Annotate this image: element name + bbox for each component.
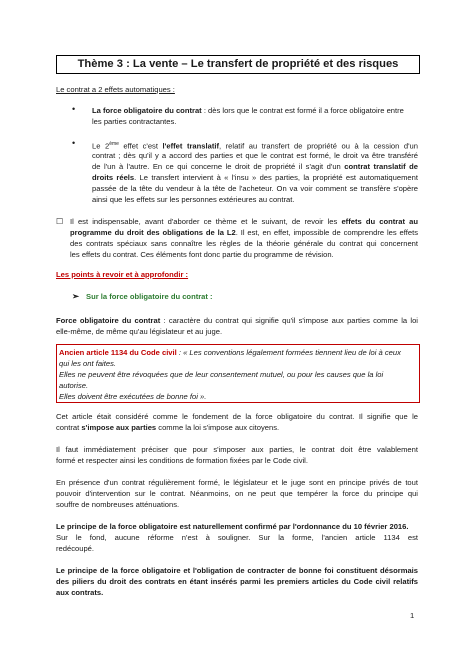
para3-line3: souffre de nombreuses atténuations. <box>56 500 180 509</box>
warning-line2: programme du droit des obligations de la L2. Il est, en effet, impossible de comprendre les effets <box>70 228 418 237</box>
quote-line5: Elles doivent être exécutées de bonne foi ». <box>59 392 207 401</box>
para3-line1: En présence d'un contrat régulièrement formé, le législateur et le juge sont en principe privés de tout <box>56 478 418 487</box>
bullet2-line5: passée de la tête du vendeur à la tête de l'acheteur. On va voir comment se transfère s'opère <box>92 184 418 193</box>
warning-line3: des contrats spéciaux sans connaître les règles de la théorie générale du contrat qui concernent <box>70 239 418 248</box>
para3-line2: pouvoir d'intervention sur le contrat. Néanmoins, on ne peut que tempérer la force du principe qui <box>56 489 418 498</box>
arrow-item-label: Sur la force obligatoire du contrat : <box>86 292 213 301</box>
definition-line1: Force obligatoire du contrat : caractère du contrat qui signifie qu'il s'impose aux parties comme la loi <box>56 316 418 325</box>
para1-line1: Cet article était considéré comme le fondement de la force obligatoire du contrat. Il signifie que le <box>56 412 418 421</box>
arrow-right-icon: ➢ <box>72 291 80 301</box>
bullet2-line2: contrat ; dès qu'il y a accord des parties et que le contrat est formé, le droit va être transféré <box>92 151 418 160</box>
para4-line2: Sur le fond, aucune réforme n'est à souligner. Sur la forme, l'ancien article 1134 est <box>56 533 418 542</box>
definition-line2: elle-même, de même qu'au législateur et au juge. <box>56 327 223 336</box>
para5-line1: Le principe de la force obligatoire et l'obligation de contracter de bonne foi constituent désormais <box>56 566 418 575</box>
bullet2-line6: ainsi que les effets sur les personnes extérieures au contrat. <box>92 195 295 204</box>
bullet2-line1: Le 2ème effet c'est l'effet translatif, relatif au transfert de propriété ou à la cession d'un <box>92 141 418 151</box>
para2-line1: Il faut immédiatement préciser que pour s'imposer aux parties, le contrat doit être valablement <box>56 445 418 454</box>
bullet2-line3: de l'un à l'autre. En ce qui concerne le droit de propriété il s'agit d'un contrat translatif de <box>92 162 418 171</box>
page-title: Thème 3 : La vente – Le transfert de propriété et des risques <box>56 55 420 74</box>
para5-line2: des piliers du droit des contrats en étant insérés parmi les premiers articles du Code civil relatifs <box>56 577 418 586</box>
bullet1-line1: La force obligatoire du contrat : dès lors que le contrat est formé il a force obligatoire entre <box>92 106 404 115</box>
para1-line2: contrat s'impose aux parties comme la loi s'impose aux citoyens. <box>56 423 280 432</box>
quote-line4: autorise. <box>59 381 89 390</box>
quote-line3: Elles ne peuvent être révoquées que de leur consentement mutuel, ou pour les causes que la loi <box>59 370 384 379</box>
bullet1-line2: les parties contractantes. <box>92 117 177 126</box>
warning-icon: ☐ <box>56 217 64 226</box>
review-heading: Les points à revoir et à approfondir : <box>56 270 189 279</box>
intro-text: Le contrat a 2 effets automatiques : <box>56 85 175 94</box>
bullet2-line4: droits réels. Le transfert intervient à « l'insu » des parties, la propriété est automatiquement <box>92 173 418 182</box>
page-number: 1 <box>410 611 415 620</box>
para4-line1: Le principe de la force obligatoire est naturellement confirmé par l'ordonnance du 10 février 2016. <box>56 522 409 531</box>
bullet-dot-icon: • <box>72 138 76 148</box>
warning-line4: les effets du contrat. Ces éléments font donc partie du programme de révision. <box>70 250 334 259</box>
quote-line2: qui les ont faites. <box>59 359 116 368</box>
bullet-dot-icon: • <box>72 104 76 114</box>
para2-line2: formé et respecter ainsi les conditions de formation fixées par le Code civil. <box>56 456 308 465</box>
quote-line1: Ancien article 1134 du Code civil : « Les conventions légalement formées tiennent lieu de loi à ceux <box>59 348 401 357</box>
warning-line1: Il est indispensable, avant d'aborder ce thème et le suivant, de revoir les effets du contrat au <box>70 217 418 226</box>
para4-line3: redécoupé. <box>56 544 94 553</box>
para5-line3: aux contrats. <box>56 588 104 597</box>
